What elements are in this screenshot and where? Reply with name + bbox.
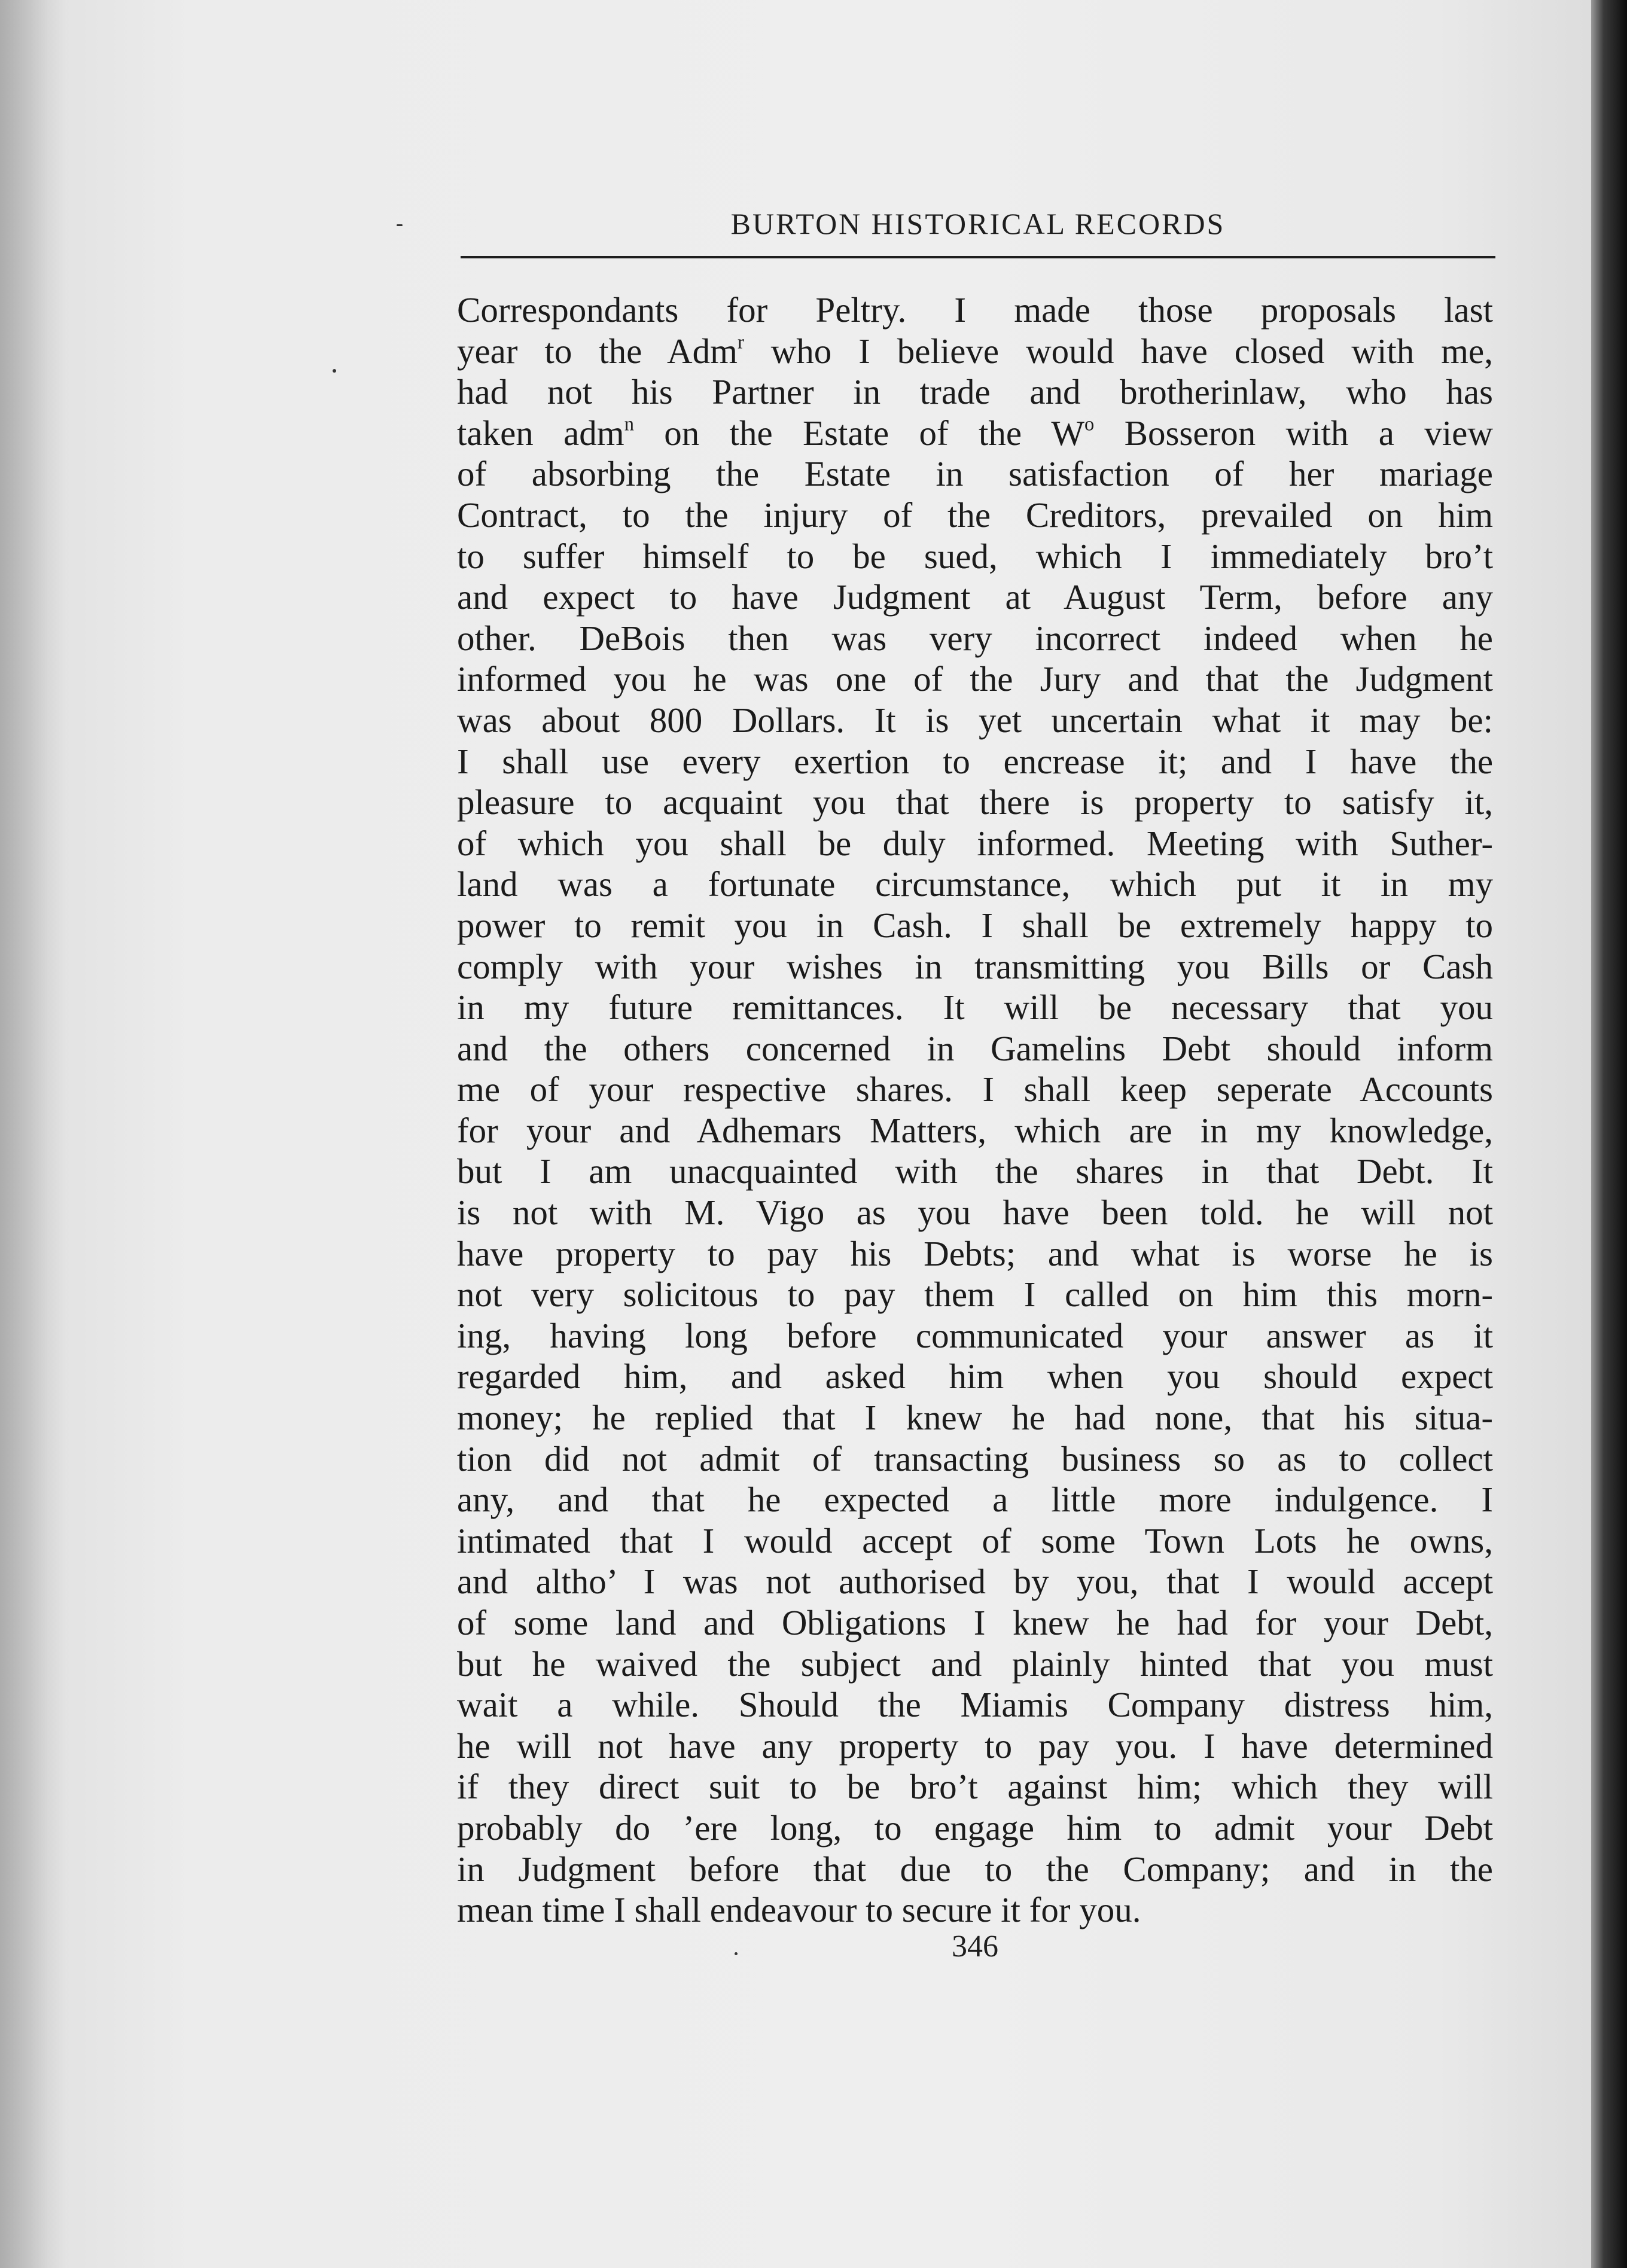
text-run: wait a while. Should the Miamis Company distress him, <box>457 1685 1493 1725</box>
text-run: any, and that he expected a little more indulgence. I <box>457 1480 1493 1520</box>
text-line <box>457 495 1493 536</box>
text-run: he will not have any property to pay you. I have determined <box>457 1726 1493 1766</box>
text-run: mean time I shall endeavour to secure it for you. <box>457 1890 1141 1930</box>
text-line <box>457 1110 1493 1151</box>
text-run: for your and Adhemars Matters, which are in my knowledge, <box>457 1110 1493 1150</box>
text-run: but he waived the subject and plainly hinted that you must <box>457 1644 1493 1684</box>
text-run: to suffer himself to be sued, which I immediately bro’t <box>457 536 1493 576</box>
text-run: of some land and Obligations I knew he had for your Debt, <box>457 1603 1493 1642</box>
text-run: not very solicitous to pay them I called on him this morn- <box>457 1275 1493 1315</box>
text-run: other. DeBois then was very incorrect indeed when he <box>457 618 1493 658</box>
text-line <box>457 1151 1493 1192</box>
text-run: land was a fortunate circumstance, which put it in my <box>457 864 1493 904</box>
text-run: intimated that I would accept of some Town Lots he owns, <box>457 1520 1493 1560</box>
header-rule <box>461 256 1495 258</box>
text-line <box>457 577 1493 618</box>
text-line <box>457 1849 1493 1890</box>
text-line <box>457 1602 1493 1644</box>
text-line <box>457 289 1493 331</box>
superscript: n <box>624 413 634 435</box>
text-run: tion did not admit of transacting business so as to collect <box>457 1438 1493 1479</box>
text-run: in my future remittances. It will be necessary that you <box>457 987 1493 1028</box>
text-run: informed you he was one of the Jury and that the Judgment <box>457 659 1493 699</box>
text-line <box>457 413 1493 454</box>
text-run: Bosseron with a view <box>1094 413 1493 453</box>
text-run: probably do ’ere long, to engage him to admit your Debt <box>457 1807 1493 1848</box>
text-run: power to remit you in Cash. I shall be extremely happy to <box>457 905 1493 945</box>
text-run: money; he replied that I knew he had none, that his situa- <box>457 1398 1493 1438</box>
text-run: had not his Partner in trade and brotherinlaw, who has <box>457 372 1493 412</box>
text-run: ing, having long before communicated your answer as it <box>457 1315 1493 1355</box>
text-line <box>457 1028 1493 1069</box>
text-run: pleasure to acquaint you that there is property to satisfy it, <box>457 782 1493 822</box>
text-line <box>457 1192 1493 1233</box>
text-run: regarded him, and asked him when you should expect <box>457 1356 1493 1397</box>
text-run: in Judgment before that due to the Company; and in the <box>457 1849 1493 1889</box>
spine-shadow <box>0 0 66 2268</box>
page-edge-shadow <box>1591 0 1627 2268</box>
text-line <box>457 1520 1493 1562</box>
text-run: comply with your wishes in transmitting you Bills or Cash <box>457 946 1493 986</box>
text-line <box>457 1397 1493 1438</box>
text-line <box>457 1561 1493 1602</box>
text-line <box>457 700 1493 741</box>
text-line <box>457 1069 1493 1110</box>
text-line <box>457 618 1493 659</box>
text-line <box>457 1766 1493 1807</box>
text-run: of which you shall be duly informed. Meeting with Suther- <box>457 823 1493 863</box>
running-head: BURTON HISTORICAL RECORDS <box>730 207 1226 240</box>
text-line <box>457 1438 1493 1480</box>
text-line <box>457 1315 1493 1356</box>
text-run: Correspondants for Peltry. I made those proposals last <box>457 290 1493 330</box>
text-line <box>457 1233 1493 1275</box>
text-run: and altho’ I was not authorised by you, that I would accept <box>457 1562 1493 1602</box>
text-line <box>457 1807 1493 1849</box>
text-line <box>457 1274 1493 1315</box>
text-run: if they direct suit to be bro’t against him; which they will <box>457 1767 1493 1807</box>
text-line <box>457 1726 1493 1767</box>
text-line <box>457 371 1493 413</box>
text-line <box>457 1644 1493 1685</box>
margin-speck <box>333 369 336 373</box>
page-number: 346 <box>952 1929 998 1964</box>
text-run: taken adm <box>457 413 624 453</box>
text-run: is not with M. Vigo as you have been told. he will not <box>457 1193 1493 1233</box>
margin-speck <box>397 224 403 226</box>
text-run: and the others concerned in Gamelins Debt should inform <box>457 1028 1493 1068</box>
text-run: year to the Adm <box>457 331 738 371</box>
text-line <box>457 987 1493 1028</box>
text-run: and expect to have Judgment at August Term, before any <box>457 577 1493 617</box>
text-run: on the Estate of the W <box>633 413 1085 453</box>
text-line <box>457 946 1493 987</box>
text-line <box>457 536 1493 577</box>
text-line <box>457 1684 1493 1726</box>
text-line <box>457 823 1493 864</box>
text-run: have property to pay his Debts; and what is worse he is <box>457 1233 1493 1273</box>
text-line <box>457 864 1493 905</box>
text-line <box>457 1479 1493 1520</box>
margin-speck <box>735 1952 738 1955</box>
body-text <box>457 289 1493 1931</box>
text-run: I shall use every exertion to encrease it; and I have the <box>457 741 1493 781</box>
superscript: o <box>1084 413 1095 435</box>
text-line <box>457 905 1493 946</box>
text-run: but I am unacquainted with the shares in that Debt. It <box>457 1151 1493 1191</box>
text-line <box>457 331 1493 372</box>
text-run: who I believe would have closed with me, <box>744 331 1493 371</box>
text-line <box>457 453 1493 495</box>
text-run: was about 800 Dollars. It is yet uncertain what it may be: <box>457 700 1493 740</box>
text-line <box>457 1889 1493 1931</box>
text-line <box>457 1356 1493 1397</box>
text-line <box>457 741 1493 782</box>
text-run: of absorbing the Estate in satisfaction of her mariage <box>457 454 1493 494</box>
text-run: me of your respective shares. I shall keep seperate Accounts <box>457 1069 1493 1109</box>
text-run: Contract, to the injury of the Creditors, prevailed on him <box>457 495 1493 535</box>
text-line <box>457 659 1493 700</box>
text-line <box>457 782 1493 823</box>
superscript: r <box>737 331 744 353</box>
